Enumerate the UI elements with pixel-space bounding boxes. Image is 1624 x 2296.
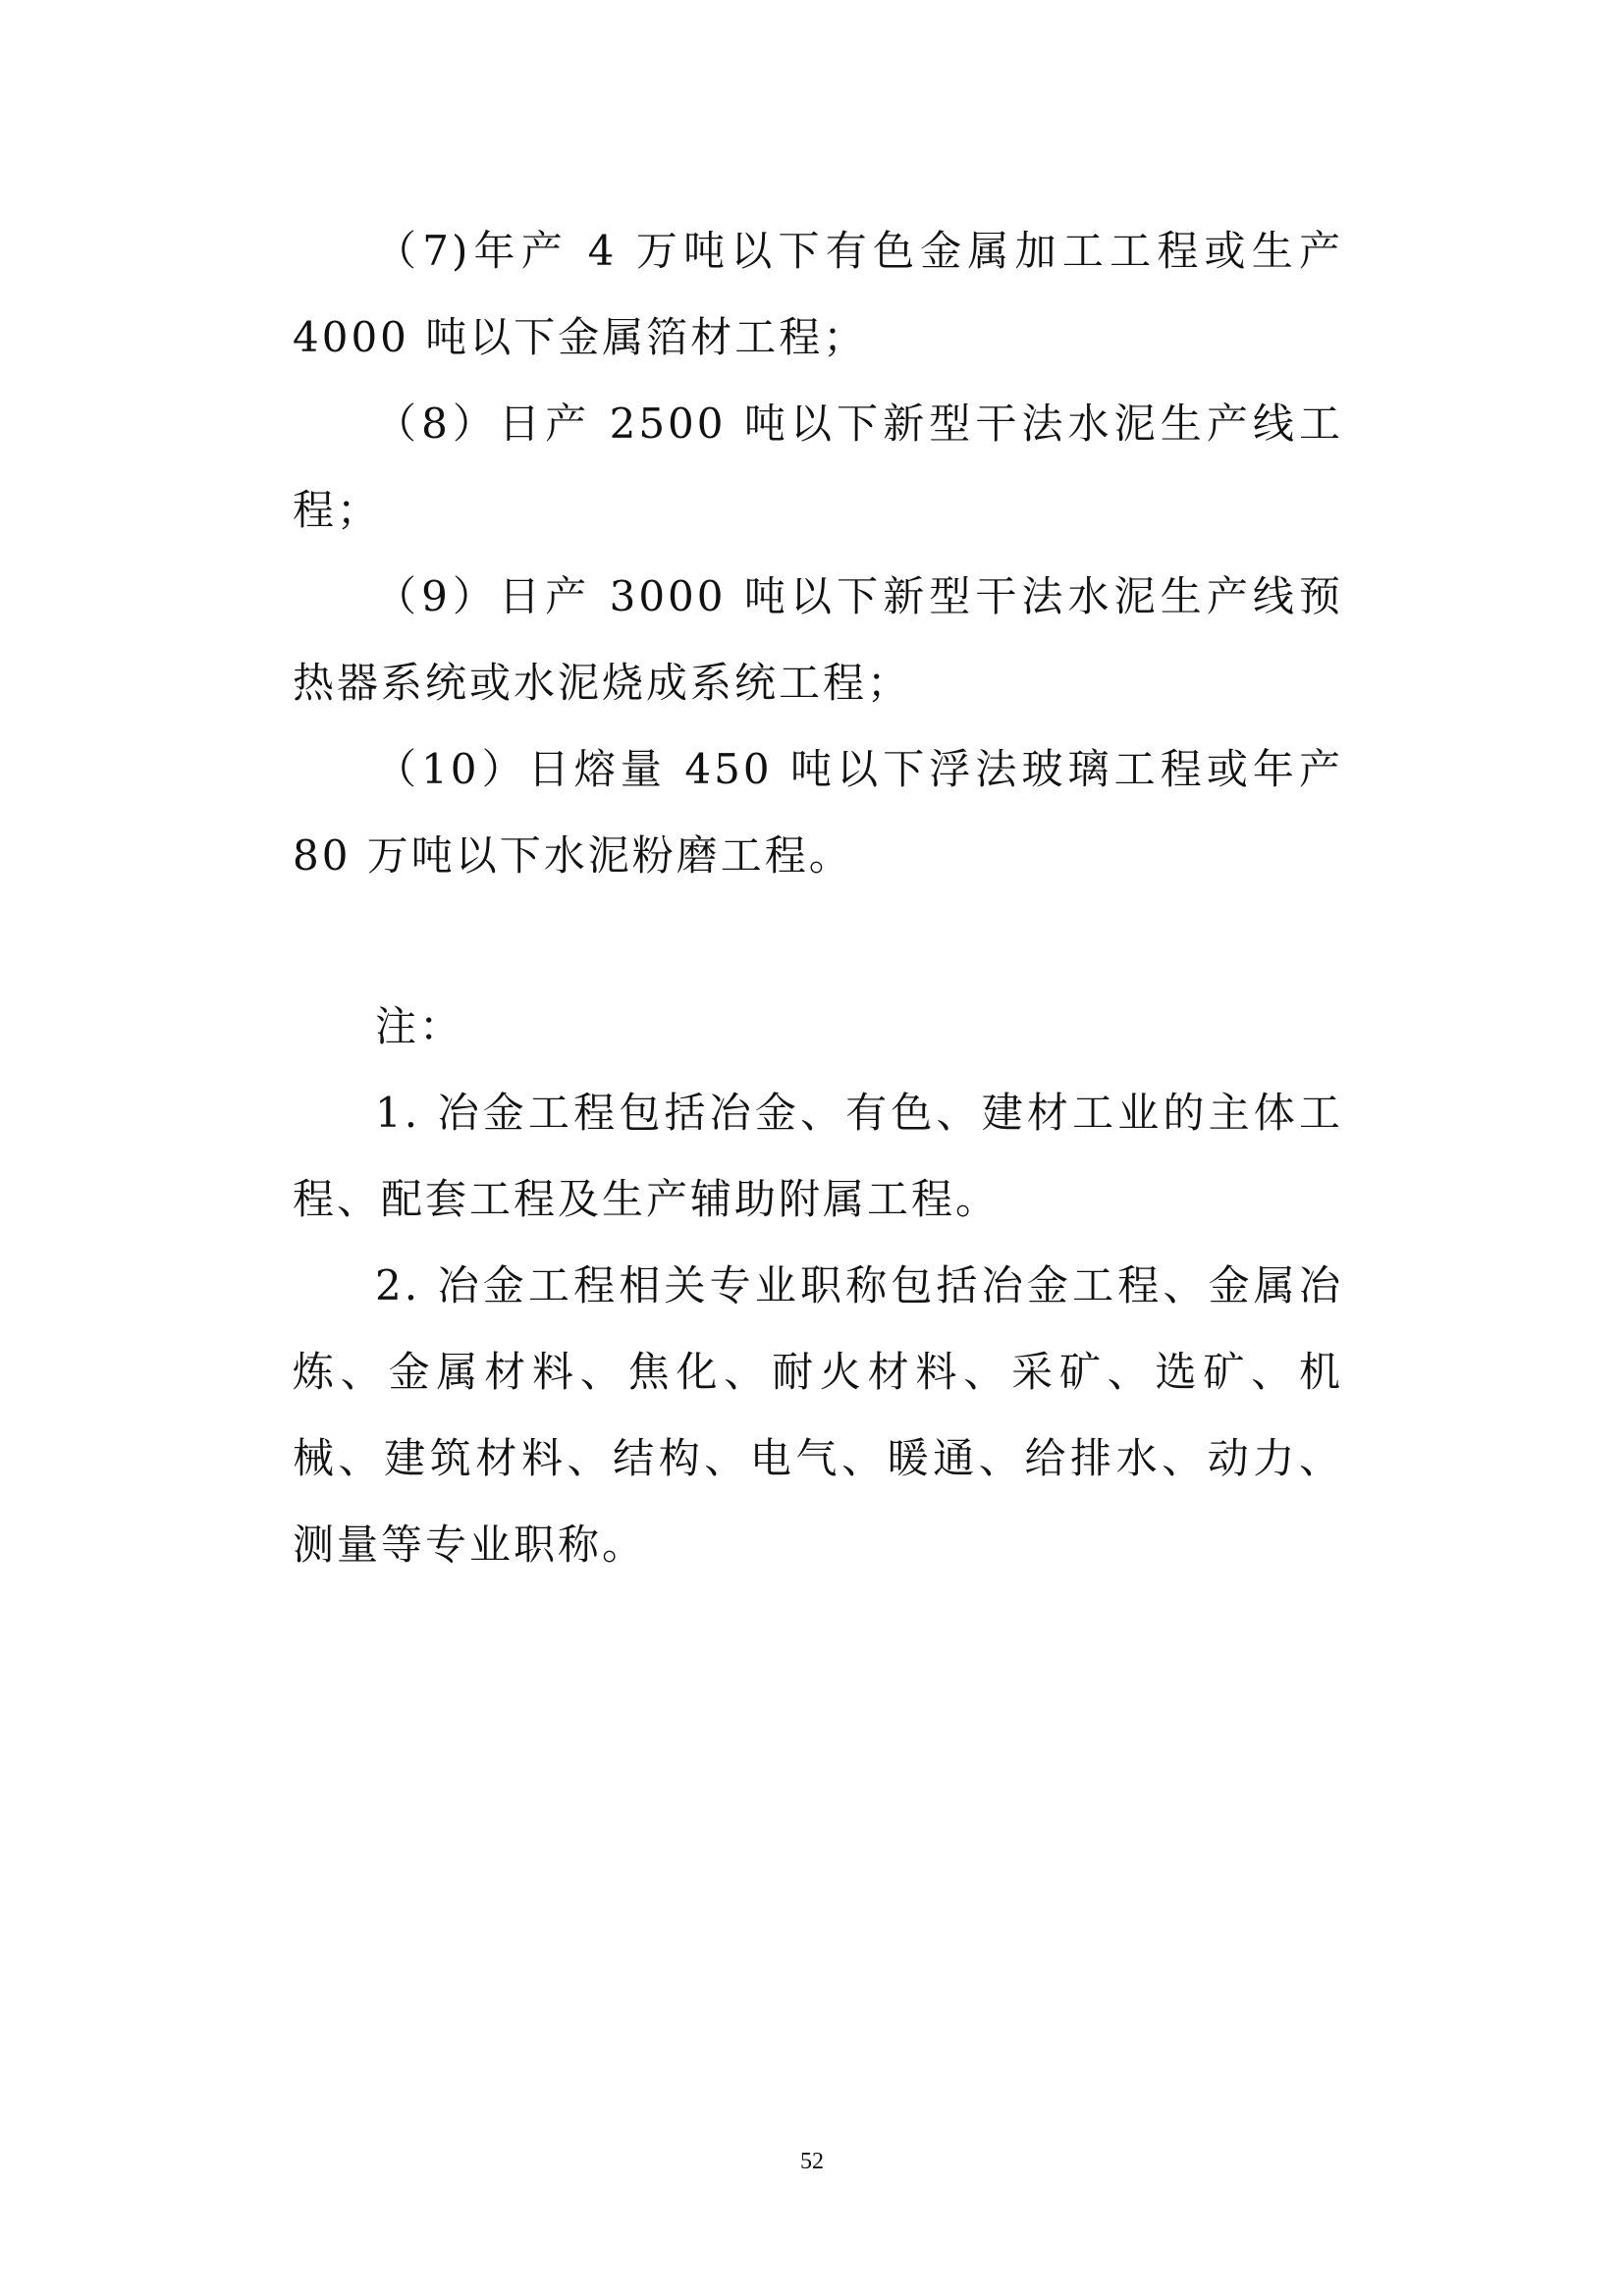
list-item: （7)年产 4 万吨以下有色金属加工工程或生产 4000 吨以下金属箔材工程； [293,227,1343,361]
list-item: （8）日产 2500 吨以下新型干法水泥生产线工程； [293,400,1343,534]
page-content [293,208,1343,1588]
list-item: （9）日产 3000 吨以下新型干法水泥生产线预热器系统或水泥烧成系统工程； [293,572,1343,707]
section-spacer [293,899,1343,984]
list-item: （10）日熔量 450 吨以下浮法玻璃工程或年产 80 万吨以下水泥粉磨工程。 [293,745,1343,880]
page-number: 52 [800,2149,824,2174]
note-heading: 注： [375,1002,464,1050]
note-item: 2. 冶金工程相关专业职称包括冶金工程、金属冶炼、金属材料、焦化、耐火材料、采矿、选矿、机械、建筑材料、结构、电气、暖通、给排水、动力、测量等专业职称。 [293,1261,1343,1569]
note-item: 1. 冶金工程包括冶金、有色、建材工业的主体工程、配套工程及生产辅助附属工程。 [293,1089,1343,1223]
